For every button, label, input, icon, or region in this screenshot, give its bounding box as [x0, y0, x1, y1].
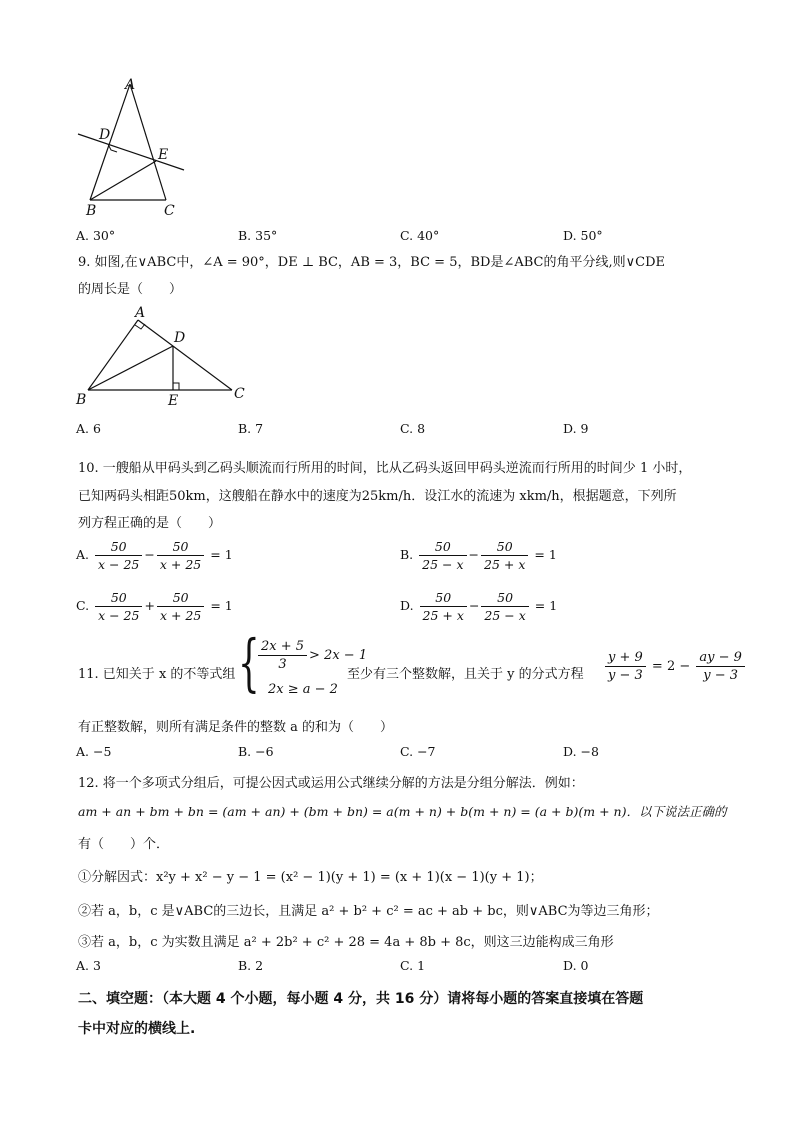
- q10-b-rhs: = 1: [534, 547, 557, 562]
- q10-c-num1: 50: [95, 589, 142, 607]
- q10-option-a-label: A.: [76, 547, 90, 562]
- q10-d-frac1: [420, 589, 467, 624]
- q12-option-d[interactable]: D. 0: [563, 958, 589, 973]
- q10-a-frac1: [95, 538, 142, 573]
- q11-fraction-equation: [603, 649, 747, 684]
- fig9-label-c: C: [234, 386, 245, 402]
- q9-stem-line2: 的周长是（ ）: [78, 282, 183, 297]
- q10-b-frac1: [419, 538, 466, 573]
- q11-sys-frac: [258, 638, 307, 673]
- q12-stem-line2: am + an + bm + bn = (am + an) + (bm + bn) = a(m + n) + b(m + n) = (a + b)(m + n)．以下说法正确的: [78, 804, 727, 819]
- q8-option-c[interactable]: C. 40°: [400, 228, 440, 243]
- q10-b-op: −: [468, 547, 480, 562]
- q12-stem-line3: 有（ ）个．: [78, 837, 170, 852]
- q10-c-num2: 50: [157, 589, 204, 607]
- q10-a-frac2: [157, 538, 204, 573]
- fig8-label-c: C: [164, 203, 175, 219]
- q8-option-a[interactable]: A. 30°: [76, 228, 116, 243]
- q11-sys-den: 3: [278, 657, 287, 672]
- q10-a-den2: x + 25: [159, 557, 202, 572]
- q10-option-c-label: C.: [76, 598, 90, 613]
- q11-eq-frac2: [696, 649, 745, 684]
- q11-eq-frac1: [605, 649, 646, 684]
- q11-eq-den1: y − 3: [608, 668, 643, 683]
- q12-stem-line1: 12. 将一个多项式分组后，可提公因式或运用公式继续分解的方法是分组分解法．例如：: [78, 776, 584, 791]
- q12-statement-1: ①分解因式：x²y + x² − y − 1 = (x² − 1)(y + 1) = (x + 1)(x − 1)(y + 1)；: [78, 870, 543, 885]
- q9-option-c[interactable]: C. 8: [400, 421, 426, 436]
- q10-d-num2: 50: [481, 589, 528, 607]
- q11-option-b[interactable]: B. −6: [238, 744, 274, 759]
- q12-option-a[interactable]: A. 3: [76, 958, 101, 973]
- q11-sys-rhs1: > 2x − 1: [309, 648, 368, 663]
- q10-b-den2: 25 + x: [484, 557, 526, 572]
- q10-c-den2: x + 25: [159, 608, 202, 623]
- fig9-label-d: D: [174, 330, 186, 346]
- q10-a-rhs: = 1: [210, 547, 233, 562]
- q9-option-d[interactable]: D. 9: [563, 421, 589, 436]
- q11-middle: 至少有三个整数解，且关于 y 的分式方程: [347, 667, 584, 682]
- q11-eq-mid: = 2 −: [651, 659, 691, 674]
- q11-stem-line2: 有正整数解，则所有满足条件的整数 a 的和为（ ）: [78, 720, 394, 735]
- q10-option-d-label: D.: [400, 598, 414, 613]
- fig9-label-b: B: [76, 392, 87, 408]
- q10-c-rhs: = 1: [210, 598, 233, 613]
- q8-option-b[interactable]: B. 35°: [238, 228, 278, 243]
- fig8-label-d: D: [99, 127, 111, 143]
- fig9-label-a: A: [135, 305, 146, 321]
- fig8-label-b: B: [86, 203, 97, 219]
- q11-prefix: 11. 已知关于 x 的不等式组: [78, 667, 236, 682]
- q12-statement-2: ②若 a，b，c 是∨ABC的三边长，且满足 a² + b² + c² = ac + ab + bc，则∨ABC为等边三角形；: [78, 904, 659, 919]
- q9-option-a[interactable]: A. 6: [76, 421, 101, 436]
- q10-d-den1: 25 + x: [422, 608, 464, 623]
- fig8-label-a: A: [125, 77, 136, 93]
- q11-option-d[interactable]: D. −8: [563, 744, 599, 759]
- q10-d-den2: 25 − x: [484, 608, 526, 623]
- fig8-label-e: E: [158, 147, 169, 163]
- section2-heading-line2: 卡中对应的横线上.: [78, 1021, 196, 1037]
- q10-option-b-label: B.: [400, 547, 414, 562]
- q10-a-op: −: [144, 547, 155, 562]
- q8-triangle-figure: [70, 72, 200, 222]
- q12-option-c[interactable]: C. 1: [400, 958, 426, 973]
- q10-stem-line2: 已知两码头相距50km，这艘船在静水中的速度为25km/h．设江水的流速为 xkm/h，根据题意，下列所: [78, 489, 677, 504]
- q11-eq-den2: y − 3: [703, 668, 739, 683]
- q10-d-num1: 50: [420, 589, 467, 607]
- q9-stem-line1: 9. 如图,在∨ABC中，∠A = 90°，DE ⊥ BC，AB = 3，BC = 5，BD是∠ABC的角平分线,则∨CDE: [78, 255, 665, 270]
- q10-b-num1: 50: [419, 538, 466, 556]
- q11-system-brace: {: [238, 626, 260, 699]
- q11-option-c[interactable]: C. −7: [400, 744, 436, 759]
- q9-triangle-figure: [70, 300, 260, 410]
- q10-d-frac2: [481, 589, 528, 624]
- q11-sys-num: 2x + 5: [258, 638, 307, 656]
- q10-a-den1: x − 25: [98, 557, 140, 572]
- q11-eq-num2: ay − 9: [696, 649, 745, 667]
- q12-statement-3: ③若 a，b，c 为实数且满足 a² + 2b² + c² + 28 = 4a + 8b + 8c，则这三边能构成三角形: [78, 935, 614, 950]
- q10-b-frac2: [481, 538, 528, 573]
- q10-c-frac1: [95, 589, 142, 624]
- fig9-label-e: E: [168, 393, 179, 409]
- q12-option-b[interactable]: B. 2: [238, 958, 264, 973]
- q10-option-d[interactable]: [400, 589, 557, 624]
- q10-a-num1: 50: [95, 538, 142, 556]
- q10-option-c[interactable]: [76, 589, 233, 624]
- q10-option-a[interactable]: [76, 538, 233, 573]
- q10-d-op: −: [468, 598, 480, 613]
- q11-inequality-2: 2x ≥ a − 2: [268, 682, 338, 697]
- q10-option-b[interactable]: [400, 538, 557, 573]
- q10-c-op: +: [144, 598, 155, 613]
- q10-b-den1: 25 − x: [422, 557, 464, 572]
- q10-d-rhs: = 1: [534, 598, 558, 613]
- section2-heading-line1: 二、填空题：（本大题 4 个小题，每小题 4 分，共 16 分）请将每小题的答案直接填在答题: [78, 991, 644, 1007]
- q10-stem-line3: 列方程正确的是（ ）: [78, 516, 222, 531]
- q10-b-num2: 50: [481, 538, 528, 556]
- q10-c-den1: x − 25: [98, 608, 140, 623]
- q11-eq-num1: y + 9: [605, 649, 646, 667]
- q10-c-frac2: [157, 589, 204, 624]
- q11-option-a[interactable]: A. −5: [76, 744, 112, 759]
- q10-a-num2: 50: [157, 538, 204, 556]
- q9-option-b[interactable]: B. 7: [238, 421, 264, 436]
- q8-option-d[interactable]: D. 50°: [563, 228, 603, 243]
- q10-stem-line1: 10. 一艘船从甲码头到乙码头顺流而行所用的时间，比从乙码头返回甲码头逆流而行所用的时间少 1 小时，: [78, 461, 692, 476]
